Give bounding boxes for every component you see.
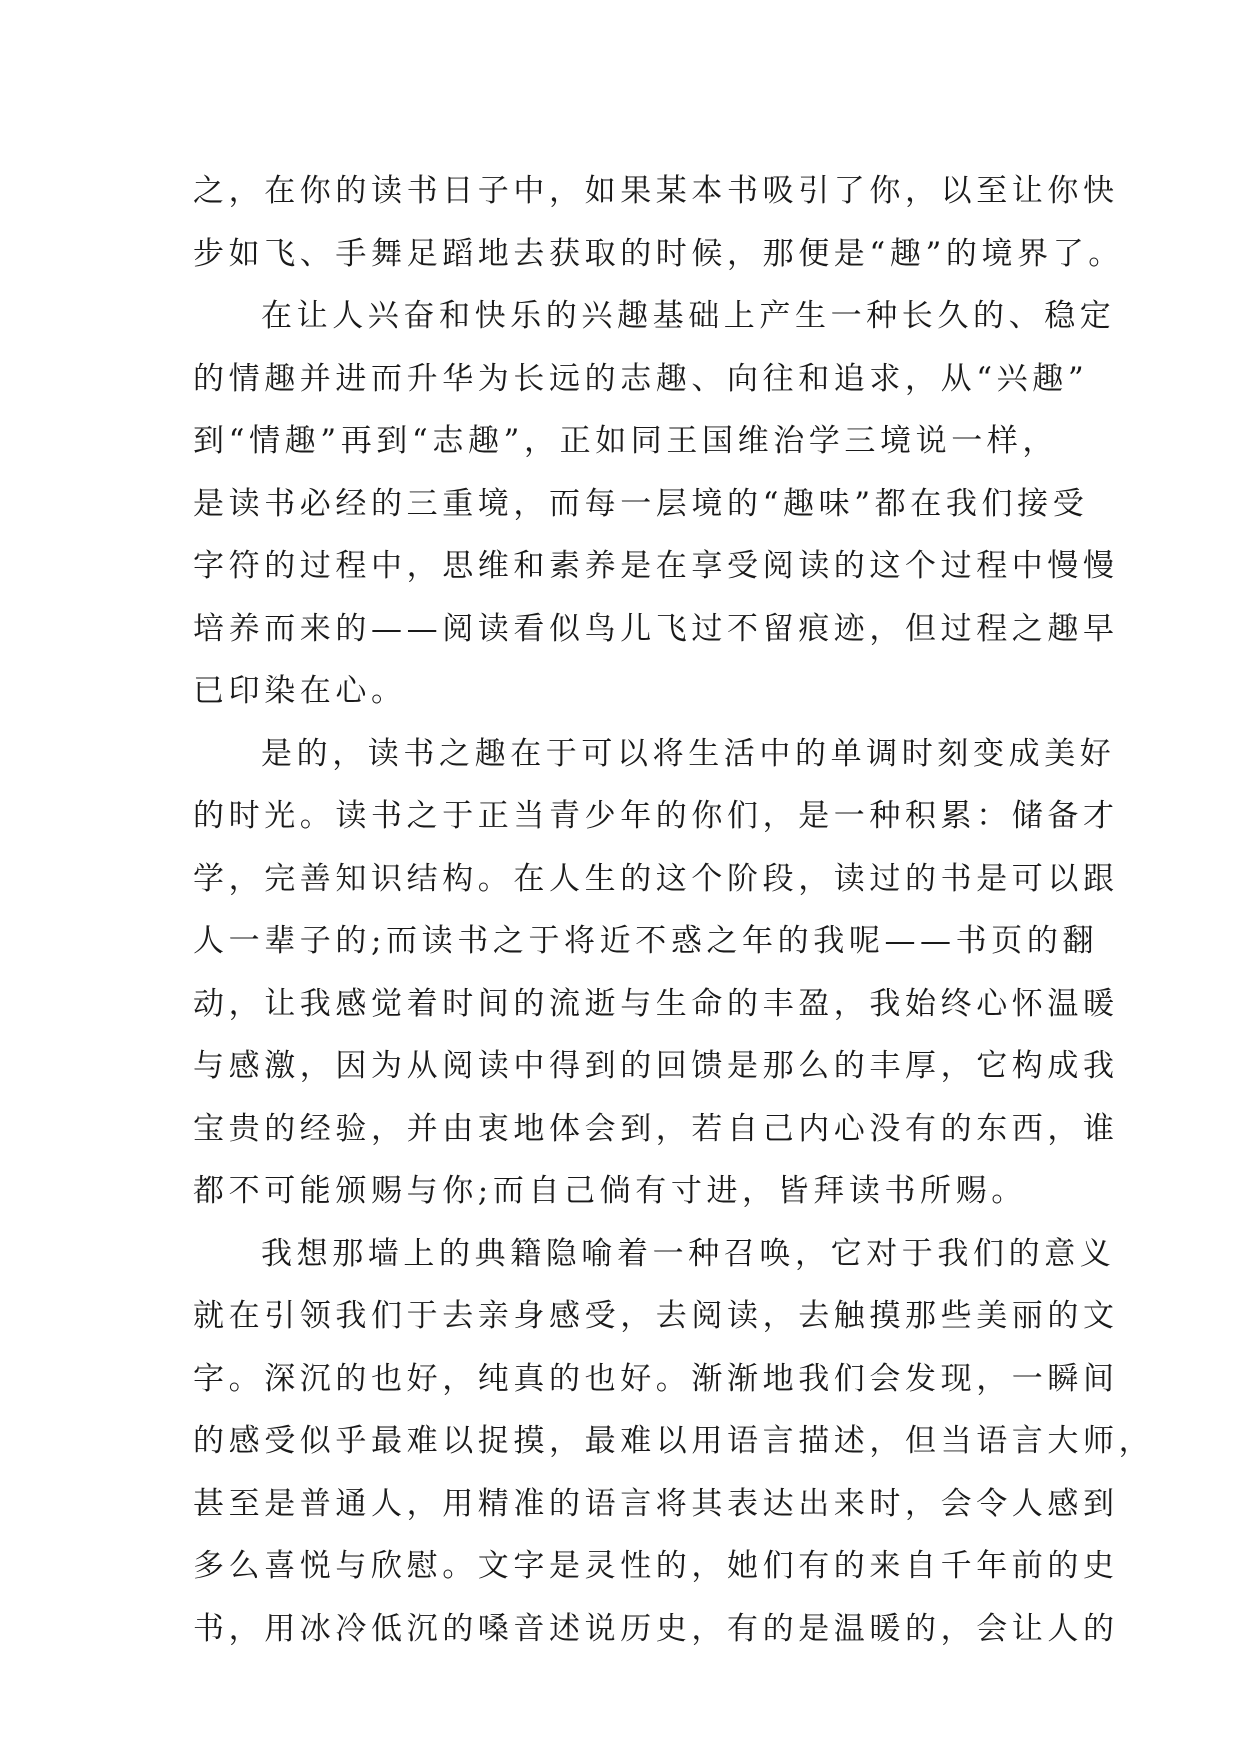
text-line: 步如飞、手舞足蹈地去获取的时候，那便是“趣”的境界了。 [193,235,1124,272]
text-line: 之，在你的读书日子中，如果某本书吸引了你，以至让你快 [193,173,1119,209]
text-line: 在让人兴奋和快乐的兴趣基础上产生一种长久的、稳定 [261,298,1116,334]
text-line: 是的，读书之趣在于可以将生活中的单调时刻变成美好 [261,735,1116,772]
text-line: 的感受似乎最难以捉摸，最难以用语言描述，但当语言大师， [193,1423,1155,1459]
text-line: 字符的过程中，思维和素养是在享受阅读的这个过程中慢慢 [193,548,1119,584]
text-line: 学，完善知识结构。在人生的这个阶段，读过的书是可以跟 [193,860,1119,897]
text-line: 书，用冰冷低沉的嗓音述说历史，有的是温暖的，会让人的 [193,1610,1119,1647]
text-line: 就在引领我们于去亲身感受，去阅读，去触摸那些美丽的文 [193,1298,1119,1334]
text-line: 是读书必经的三重境，而每一层境的“趣味”都在我们接受 [193,485,1089,522]
text-line: 都不可能颁赐与你;而自己倘有寸进，皆拜读书所赐。 [193,1173,1027,1209]
text-line: 甚至是普通人，用精准的语言将其表达出来时，会令人感到 [193,1485,1119,1522]
text-line: 到“情趣”再到“志趣”，正如同王国维治学三境说一样， [193,423,1058,459]
body-text [193,160,1155,1660]
text-line: 的时光。读书之于正当青少年的你们，是一种积累：储备才 [193,798,1119,834]
text-line: 宝贵的经验，并由衷地体会到，若自己内心没有的东西，谁 [193,1110,1119,1147]
text-line: 的情趣并进而升华为长远的志趣、向往和追求，从“兴趣” [193,360,1089,397]
text-line: 动，让我感觉着时间的流逝与生命的丰盈，我始终心怀温暖 [193,985,1119,1022]
text-line: 多么喜悦与欣慰。文字是灵性的，她们有的来自千年前的史 [193,1548,1119,1584]
text-line: 与感激，因为从阅读中得到的回馈是那么的丰厚，它构成我 [193,1048,1119,1084]
text-line: 培养而来的——阅读看似鸟儿飞过不留痕迹，但过程之趣早 [193,610,1119,647]
text-line: 人一辈子的;而读书之于将近不惑之年的我呢——书页的翻 [193,923,1099,959]
text-line: 已印染在心。 [193,673,407,709]
text-line: 我想那墙上的典籍隐喻着一种召唤，它对于我们的意义 [261,1235,1116,1272]
text-line: 字。深沉的也好，纯真的也好。渐渐地我们会发现，一瞬间 [193,1360,1119,1397]
